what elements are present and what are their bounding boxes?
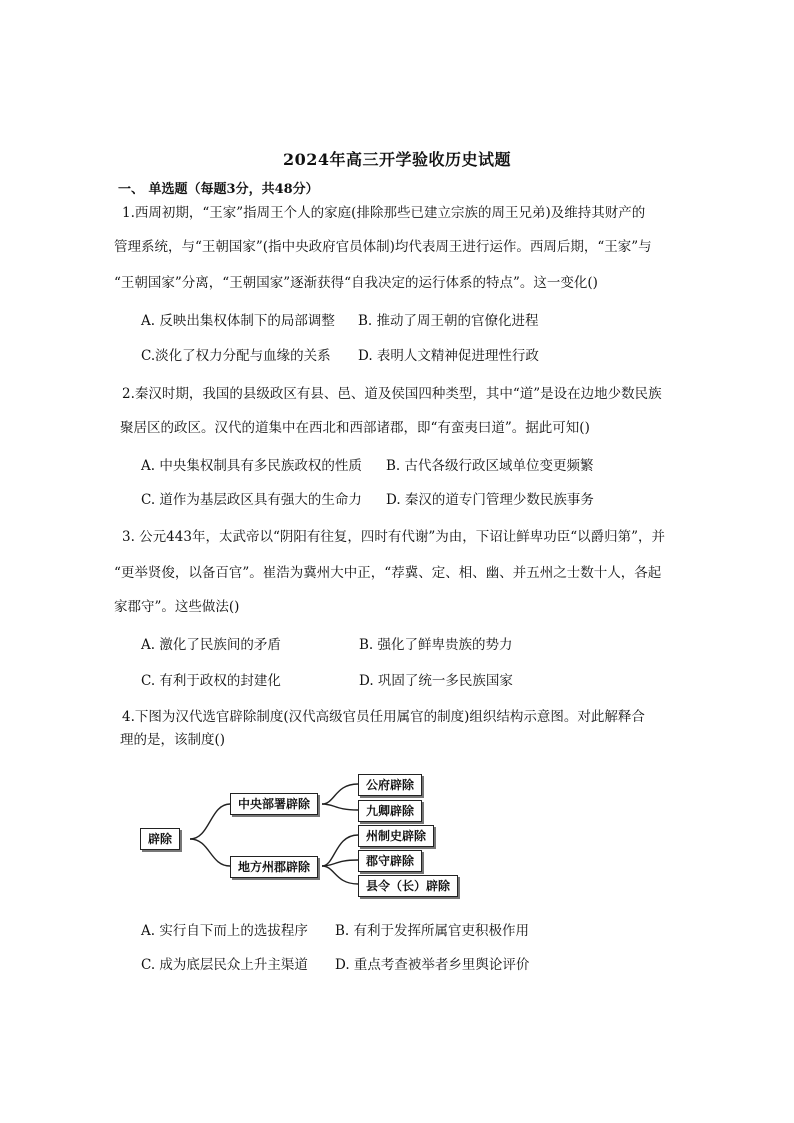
diagram-zhouzhishi-box: 州制史辟除 [358, 825, 434, 847]
q1-line-2: 管理系统，与“王朝国家”(指中央政府官员体制)均代表周王进行运作。西周后期，“王家”与 [114, 239, 652, 255]
section-heading: 一、 单选题（每题3分，共48分） [118, 182, 319, 197]
q1-option-a: A. 反映出集权体制下的局部调整 [141, 313, 335, 329]
q2-line-1: 2.秦汉时期，我国的县级政区有县、邑、道及侯国四种类型，其中“道”是设在边地少数民族 [122, 386, 662, 402]
q2-line-2: 聚居区的政区。汉代的道集中在西北和西部诸郡，即“有蛮夷曰道”。据此可知() [120, 420, 590, 436]
q2-option-d: D. 秦汉的道专门管理少数民族事务 [386, 492, 594, 508]
diagram-jiuqing-box: 九卿辟除 [358, 800, 422, 822]
q1-option-c: C.淡化了权力分配与血缘的关系 [141, 348, 331, 364]
q2-option-a: A. 中央集权制具有多民族政权的性质 [141, 458, 362, 474]
q4-option-c: C. 成为底层民众上升主渠道 [141, 957, 308, 973]
diagram-central-box: 中央部署辟除 [230, 793, 318, 815]
q3-line-1: 3. 公元443年，太武帝以“阴阳有往复，四时有代谢”为由，下诏让鲜卑功臣“以爵归第”，并 [122, 529, 666, 545]
org-structure-diagram [130, 762, 470, 902]
q1-option-d: D. 表明人文精神促进理性行政 [358, 348, 539, 364]
q4-option-d: D. 重点考查被举者乡里舆论评价 [335, 957, 530, 973]
q3-line-3: 家郡守”。这些做法() [114, 599, 240, 615]
diagram-gongfu-box: 公府辟除 [358, 774, 422, 796]
diagram-xianling-box: 县令（长）辟除 [358, 875, 458, 897]
q1-line-1: 1.西周初期，“王家”指周王个人的家庭(排除那些已建立宗族的周王兄弟)及维持其财产的 [122, 205, 646, 221]
q2-option-b: B. 古代各级行政区域单位变更频繁 [386, 458, 594, 474]
q3-option-d: D. 巩固了统一多民族国家 [359, 673, 513, 689]
diagram-junshou-box: 郡守辟除 [358, 850, 422, 872]
q2-option-c: C. 道作为基层政区具有强大的生命力 [141, 492, 362, 508]
q3-line-2: “更举贤俊，以备百官”。崔浩为冀州大中正，“荐冀、定、相、幽、并五州之士数十人，各起 [114, 565, 662, 581]
q4-line-2: 理的是，该制度() [120, 732, 226, 748]
q4-line-1: 4.下图为汉代选官辟除制度(汉代高级官员任用属官的制度)组织结构示意图。对此解释合 [122, 709, 645, 725]
diagram-root-box: 辟除 [140, 828, 180, 850]
q4-option-a: A. 实行自下而上的选拔程序 [141, 923, 308, 939]
q1-option-b: B. 推动了周王朝的官僚化进程 [358, 313, 539, 329]
page-title: 2024年高三开学验收历史试题 [282, 150, 512, 169]
q4-option-b: B. 有利于发挥所属官吏积极作用 [335, 923, 530, 939]
diagram-local-box: 地方州郡辟除 [230, 856, 318, 878]
q3-option-a: A. 激化了民族间的矛盾 [141, 637, 281, 653]
q3-option-b: B. 强化了鲜卑贵族的势力 [359, 637, 513, 653]
q1-line-3: “王朝国家”分离，“王朝国家”逐渐获得“自我决定的运行体系的特点”。这一变化() [114, 275, 598, 291]
q3-option-c: C. 有利于政权的封建化 [141, 673, 281, 689]
